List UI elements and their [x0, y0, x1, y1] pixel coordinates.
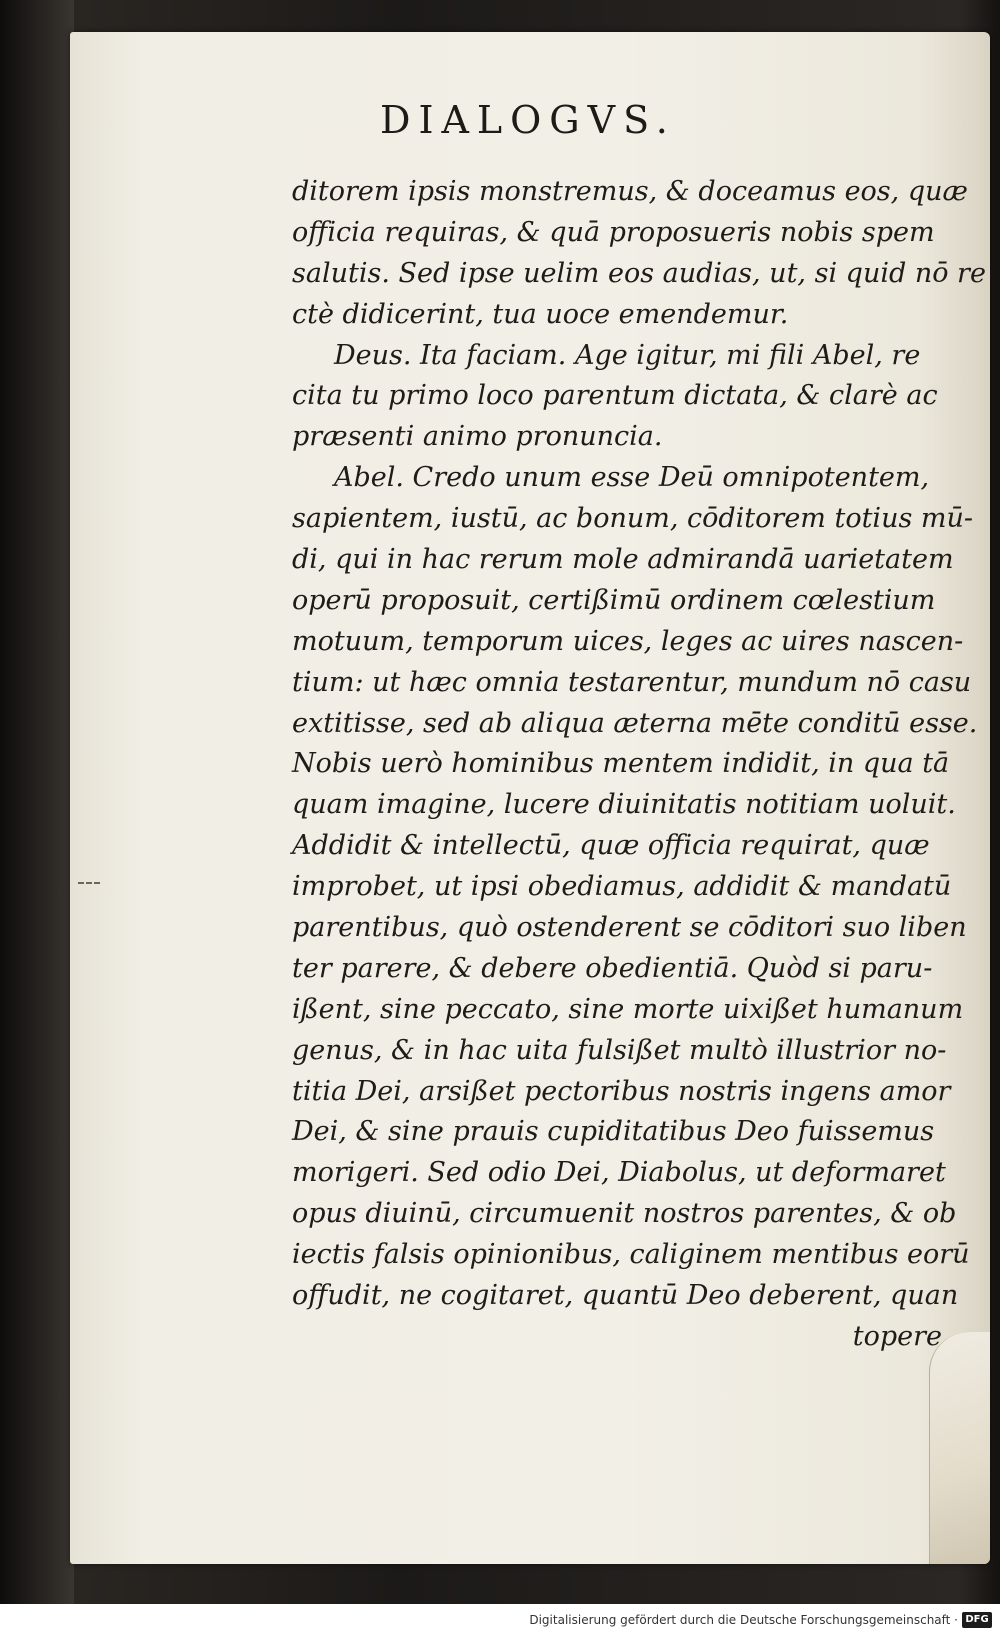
text-line: extitisse, sed ab aliqua æterna mēte conditū esse.	[292, 707, 978, 739]
text-line: ißent, sine peccato, sine morte uixißet humanum	[292, 993, 964, 1025]
text-line: iectis falsis opinionibus, caliginem mentibus eorū	[292, 1239, 970, 1271]
text-line: Abel. Credo unum esse Deū omnipotentem,	[334, 462, 930, 494]
catchword: topere	[852, 1320, 942, 1352]
margin-mark	[78, 882, 100, 886]
text-line: parentibus, quò ostenderent se cōditori suo liben	[292, 912, 967, 944]
text-line: titia Dei, arsißet pectoribus nostris ingens amor	[292, 1075, 951, 1107]
text-line: tium: ut hæc omnia testarentur, mundum nō casu	[292, 666, 972, 698]
text-line: operū proposuit, certißimū ordinem cœlestium	[292, 584, 936, 616]
text-line: sapientem, iustū, ac bonum, cōditorem totius mū-	[292, 503, 974, 535]
running-head: DIALOGVS.	[380, 98, 676, 142]
book-binding-edge	[0, 0, 74, 1634]
text-line: officia requiras, & quā proposueris nobis spem	[292, 216, 935, 248]
text-line: ditorem ipsis monstremus, & doceamus eos, quæ	[292, 176, 968, 207]
text-line: di, qui in hac rerum mole admirandā uarietatem	[292, 544, 954, 576]
page-corner-curl	[929, 1332, 990, 1564]
text-line: ctè didicerint, tua uoce emendemur.	[292, 298, 789, 330]
text-line: opus diuinū, circumuenit nostros parentes, & ob	[292, 1198, 957, 1230]
text-line: morigeri. Sed odio Dei, Diabolus, ut deformaret	[292, 1157, 946, 1189]
dfg-logo: DFG	[962, 1612, 992, 1628]
footer-bar	[0, 1604, 1000, 1634]
footer-credit: Digitalisierung gefördert durch die Deutsche Forschungsgemeinschaft ·	[529, 1613, 958, 1627]
text-line: motuum, temporum uices, leges ac uires nascen-	[292, 625, 964, 657]
text-line: quam imagine, lucere diuinitatis notitiam uoluit.	[292, 789, 956, 821]
text-line: offudit, ne cogitaret, quantū Deo deberent, quan	[292, 1280, 959, 1312]
text-line: Addidit & intellectū, quæ officia requirat, quæ	[292, 830, 930, 862]
text-line: improbet, ut ipsi obediamus, addidit & mandatū	[292, 871, 952, 903]
text-line: Dei, & sine prauis cupiditatibus Deo fuissemus	[292, 1116, 935, 1148]
text-line: Deus. Ita faciam. Age igitur, mi fili Abel, re	[334, 339, 921, 371]
text-line: ter parere, & debere obedientiā. Quòd si paru-	[292, 952, 933, 984]
body-text	[292, 172, 986, 1358]
text-line: Nobis uerò hominibus mentem indidit, in qua tā	[292, 748, 950, 780]
text-line: præsenti animo pronuncia.	[292, 421, 663, 453]
text-line: salutis. Sed ipse uelim eos audias, ut, si quid nō re	[292, 257, 986, 289]
text-line: genus, & in hac uita fulsißet multò illustrior no-	[292, 1034, 947, 1066]
text-line: cita tu primo loco parentum dictata, & clarè ac	[292, 380, 938, 412]
